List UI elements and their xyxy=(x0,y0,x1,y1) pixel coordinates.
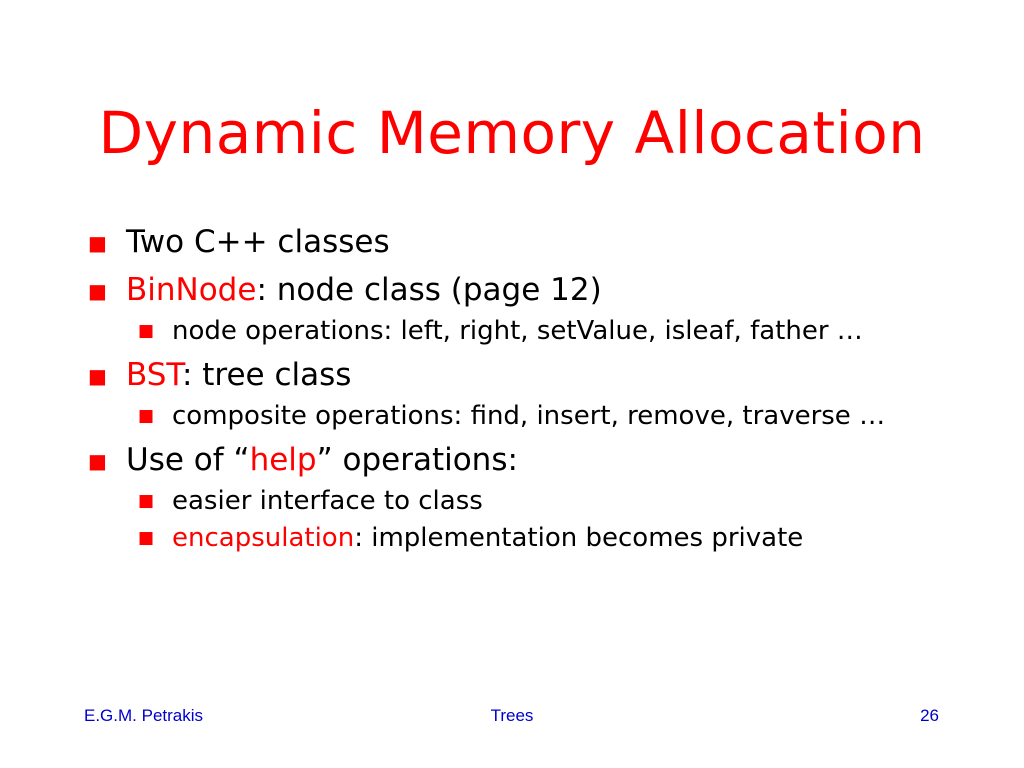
square-bullet-icon: ■ xyxy=(88,279,107,303)
square-bullet-icon: ■ xyxy=(138,321,155,341)
bullet-text: : tree class xyxy=(181,357,352,393)
bullet-text: Two C++ classes xyxy=(126,224,390,260)
sub-bullet-text: node operations: left, right, setValue, isleaf, father … xyxy=(172,316,863,346)
bullet-item xyxy=(88,355,968,395)
bullet-text: : node class (page 12) xyxy=(256,272,602,308)
square-bullet-icon: ■ xyxy=(88,364,107,388)
slide-title: Dynamic Memory Allocation xyxy=(98,99,926,167)
sub-bullet-text: easier interface to class xyxy=(172,486,483,516)
bullet-item xyxy=(88,270,968,310)
footer-page-number: 26 xyxy=(920,706,939,725)
sub-bullet-item xyxy=(138,315,968,347)
square-bullet-icon: ■ xyxy=(138,406,155,426)
sub-bullet-item xyxy=(138,400,968,432)
square-bullet-icon: ■ xyxy=(138,528,155,548)
sub-bullet-item xyxy=(138,485,968,517)
square-bullet-icon: ■ xyxy=(88,231,107,255)
sub-bullet-highlight: encapsulation xyxy=(172,523,355,553)
bullet-highlight: help xyxy=(249,442,317,478)
footer-topic: Trees xyxy=(490,706,534,725)
bullet-item xyxy=(88,222,968,262)
square-bullet-icon: ■ xyxy=(88,449,107,473)
bullet-highlight: BinNode xyxy=(126,272,257,308)
sub-bullet-text: composite operations: find, insert, remove, traverse … xyxy=(172,401,886,431)
bullet-text-before: Use of “ xyxy=(126,442,250,478)
footer-author: E.G.M. Petrakis xyxy=(84,706,204,725)
sub-bullet-item xyxy=(138,522,968,554)
bullet-item xyxy=(88,440,968,480)
square-bullet-icon: ■ xyxy=(138,491,155,511)
bullet-highlight: BST xyxy=(126,357,182,393)
sub-bullet-text: : implementation becomes private xyxy=(354,523,804,553)
bullet-text-after: ” operations: xyxy=(316,442,518,478)
bullet-list xyxy=(88,222,968,554)
